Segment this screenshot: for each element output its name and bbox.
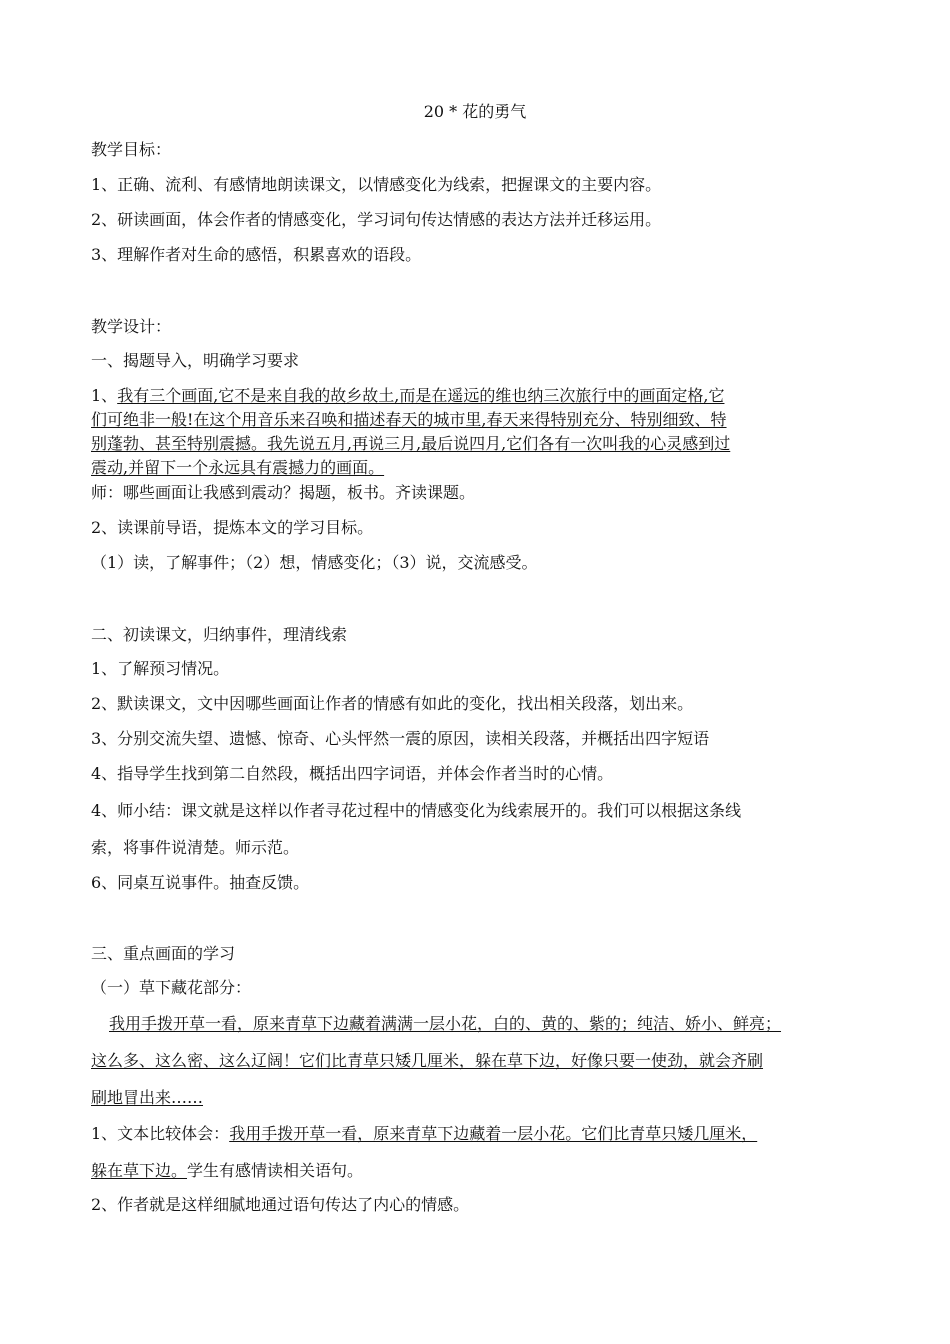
compare-line-2 — [91, 1161, 861, 1181]
compare-quote-2: 躲在草下边。 — [91, 1161, 188, 1180]
part2-item-3: 3、分别交流失望、遗憾、惊奇、心头怦然一震的原因，读相关段落，并概括出四字短语 — [91, 729, 710, 748]
part1-intro-prefix: 1、 — [91, 386, 118, 405]
compare-quote-1: 我用手拨开草一看，原来青草下边藏着一层小花。它们比青草只矮几厘米， — [229, 1124, 758, 1143]
part2-last: 6、同桌互说事件。抽查反馈。 — [91, 873, 310, 892]
flower-quote-line-1: 我用手拨开草一看，原来青草下边藏着满满一层小花，白的、黄的、紫的；纯洁、娇小、鲜亮； — [109, 1014, 782, 1033]
part1-steps: （1）读，了解事件；（2）想，情感变化；（3）说，交流感受。 — [91, 553, 538, 572]
design-heading: 教学设计： — [91, 317, 172, 336]
part2-summary-line-1: 4、师小结：课文就是这样以作者寻花过程中的情感变化为线索展开的。我们可以根据这条线 — [91, 801, 742, 820]
compare-suffix: 学生有感情读相关语句。 — [187, 1161, 364, 1180]
flower-quote-line-2: 这么多、这么密、这么辽阔！它们比青草只矮几厘米，躲在草下边，好像只要一使劲，就会齐刷 — [91, 1051, 764, 1070]
part2-item-1: 1、了解预习情况。 — [91, 659, 230, 678]
goal-item-2: 2、研读画面，体会作者的情感变化，学习词句传达情感的表达方法并迁移运用。 — [91, 210, 662, 229]
part2-summary-line-2: 索，将事件说清楚。师示范。 — [91, 838, 300, 857]
part3-heading: 三、重点画面的学习 — [91, 944, 236, 963]
goal-item-3: 3、理解作者对生命的感悟，积累喜欢的语段。 — [91, 245, 422, 264]
compare-prefix: 1、文本比较体会： — [91, 1124, 230, 1143]
goals-heading: 教学目标： — [91, 140, 172, 159]
part1-heading: 一、揭题导入，明确学习要求 — [91, 351, 300, 370]
part3-subheading: （一）草下藏花部分： — [91, 978, 252, 997]
intro-quote-line-4: 震动,并留下一个永远具有震撼力的画面。 — [91, 458, 385, 477]
compare-line-1 — [91, 1124, 861, 1144]
part2-item-2: 2、默读课文，文中因哪些画面让作者的情感有如此的变化，找出相关段落，划出来。 — [91, 694, 694, 713]
part3-last: 2、作者就是这样细腻地通过语句传达了内心的情感。 — [91, 1195, 470, 1214]
intro-quote-line-2: 们可绝非一般!在这个用音乐来召唤和描述春天的城市里,春天来得特别充分、特别细致、特 — [91, 410, 727, 429]
part2-heading: 二、初读课文，归纳事件，理清线索 — [91, 625, 348, 644]
part1-item-2: 2、读课前导语，提炼本文的学习目标。 — [91, 518, 374, 537]
flower-quote-line-3: 刷地冒出来…… — [91, 1088, 204, 1107]
teacher-question: 师：哪些画面让我感到震动？揭题，板书。齐读课题。 — [91, 483, 476, 502]
part1-intro-line-1 — [91, 386, 861, 406]
intro-quote-line-1: 我有三个画面,它不是来自我的故乡故土,而是在遥远的维也纳三次旅行中的画面定格,它 — [117, 386, 725, 405]
part2-item-4: 4、指导学生找到第二自然段，概括出四字词语，并体会作者当时的心情。 — [91, 764, 614, 783]
page-title: 20 * 花的勇气 — [423, 102, 527, 121]
intro-quote-line-3: 别蓬勃、甚至特别震撼。我先说五月,再说三月,最后说四月,它们各有一次叫我的心灵感到过 — [91, 434, 731, 453]
goal-item-1: 1、正确、流利、有感情地朗读课文，以情感变化为线索，把握课文的主要内容。 — [91, 175, 662, 194]
